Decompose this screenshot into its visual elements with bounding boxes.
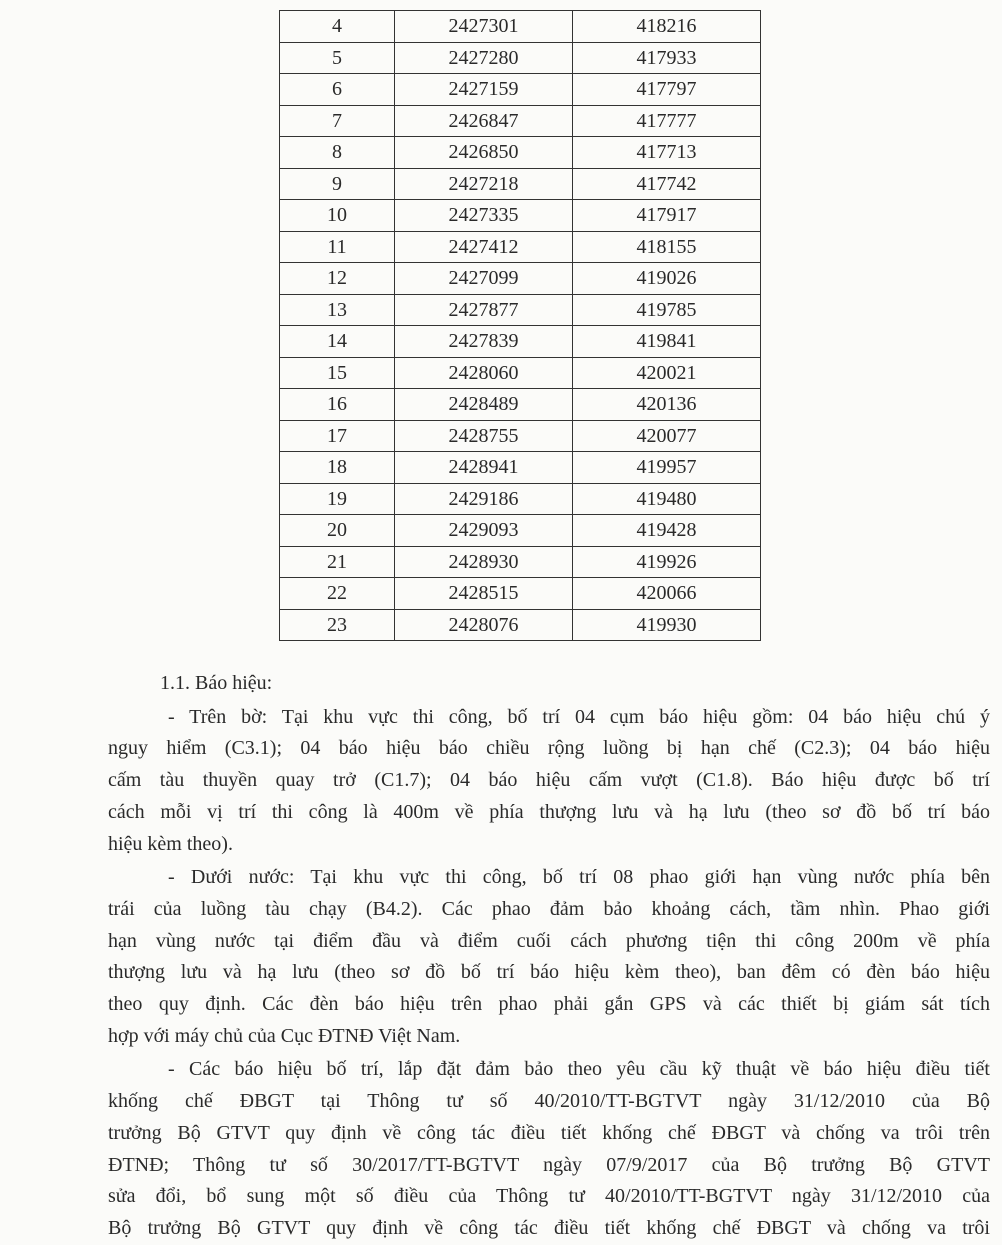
text-line: nguy hiểm (C3.1); 04 báo hiệu báo chiều rộng luồng bị hạn chế (C2.3); 04 báo hiệu (108, 737, 990, 760)
x-coordinate-cell: 2427280 (395, 42, 573, 74)
point-number-cell: 15 (280, 357, 395, 389)
table-row (280, 357, 761, 389)
table-row (280, 420, 761, 452)
x-coordinate-cell: 2426850 (395, 137, 573, 169)
table-row (280, 74, 761, 106)
x-coordinate-cell: 2428515 (395, 578, 573, 610)
text-line: thượng lưu và hạ lưu (theo sơ đồ bố trí báo hiệu kèm theo), ban đêm có đèn báo hiệu (108, 961, 990, 984)
y-coordinate-cell: 419428 (573, 515, 761, 547)
text-line: sửa đổi, bổ sung một số điều của Thông tư 40/2010/TT-BGTVT ngày 31/12/2010 của (108, 1185, 990, 1208)
y-coordinate-cell: 417933 (573, 42, 761, 74)
y-coordinate-cell: 417742 (573, 168, 761, 200)
y-coordinate-cell: 420066 (573, 578, 761, 610)
point-number-cell: 6 (280, 74, 395, 106)
text-line: theo quy định. Các đèn báo hiệu trên phao phải gắn GPS và các thiết bị giám sát tích (108, 993, 990, 1016)
table-row (280, 483, 761, 515)
y-coordinate-cell: 417797 (573, 74, 761, 106)
point-number-cell: 9 (280, 168, 395, 200)
x-coordinate-cell: 2427301 (395, 11, 573, 43)
x-coordinate-cell: 2428755 (395, 420, 573, 452)
x-coordinate-cell: 2427335 (395, 200, 573, 232)
table-row (280, 515, 761, 547)
x-coordinate-cell: 2428941 (395, 452, 573, 484)
x-coordinate-cell: 2429186 (395, 483, 573, 515)
point-number-cell: 20 (280, 515, 395, 547)
y-coordinate-cell: 420021 (573, 357, 761, 389)
section-heading: 1.1. Báo hiệu: (160, 672, 273, 694)
text-line: cấm tàu thuyền quay trở (C1.7); 04 báo hiệu cấm vượt (C1.8). Báo hiệu được bố trí (108, 769, 990, 792)
y-coordinate-cell: 417917 (573, 200, 761, 232)
x-coordinate-cell: 2427839 (395, 326, 573, 358)
text-line: khống chế ĐBGT tại Thông tư số 40/2010/TT-BGTVT ngày 31/12/2010 của Bộ (108, 1090, 990, 1113)
x-coordinate-cell: 2428060 (395, 357, 573, 389)
x-coordinate-cell: 2426847 (395, 105, 573, 137)
x-coordinate-cell: 2427218 (395, 168, 573, 200)
table-row (280, 452, 761, 484)
text-line: - Các báo hiệu bố trí, lắp đặt đảm bảo theo yêu cầu kỹ thuật về báo hiệu điều tiết (168, 1058, 990, 1081)
text-line: ĐTNĐ; Thông tư số 30/2017/TT-BGTVT ngày 07/9/2017 của Bộ trưởng Bộ GTVT (108, 1153, 990, 1176)
coordinates-table (279, 10, 761, 641)
text-line: hạn vùng nước tại điểm đầu và điểm cuối cách phương tiện thi công 200m về phía (108, 929, 990, 952)
y-coordinate-cell: 419926 (573, 546, 761, 578)
table-row (280, 200, 761, 232)
x-coordinate-cell: 2428489 (395, 389, 573, 421)
y-coordinate-cell: 419841 (573, 326, 761, 358)
table-row (280, 105, 761, 137)
x-coordinate-cell: 2427877 (395, 294, 573, 326)
table-row (280, 389, 761, 421)
table-row (280, 263, 761, 295)
text-line: cách mỗi vị trí thi công là 400m về phía thượng lưu và hạ lưu (theo sơ đồ bố trí báo (108, 800, 990, 823)
y-coordinate-cell: 417713 (573, 137, 761, 169)
x-coordinate-cell: 2429093 (395, 515, 573, 547)
table-row (280, 546, 761, 578)
table-row (280, 231, 761, 263)
y-coordinate-cell: 419026 (573, 263, 761, 295)
paragraph (108, 862, 990, 1052)
point-number-cell: 23 (280, 609, 395, 641)
table-row (280, 42, 761, 74)
point-number-cell: 13 (280, 294, 395, 326)
point-number-cell: 5 (280, 42, 395, 74)
y-coordinate-cell: 418216 (573, 11, 761, 43)
text-line: - Dưới nước: Tại khu vực thi công, bố trí 08 phao giới hạn vùng nước phía bên (168, 866, 990, 889)
paragraph (108, 1054, 990, 1244)
table-row (280, 137, 761, 169)
point-number-cell: 16 (280, 389, 395, 421)
point-number-cell: 18 (280, 452, 395, 484)
x-coordinate-cell: 2428930 (395, 546, 573, 578)
point-number-cell: 4 (280, 11, 395, 43)
table-row (280, 326, 761, 358)
y-coordinate-cell: 417777 (573, 105, 761, 137)
text-line: Bộ trưởng Bộ GTVT quy định về công tác điều tiết khống chế ĐBGT và chống va trôi (108, 1216, 990, 1239)
text-line: hiệu kèm theo). (108, 832, 233, 855)
document-body (108, 668, 990, 1245)
y-coordinate-cell: 419930 (573, 609, 761, 641)
x-coordinate-cell: 2427412 (395, 231, 573, 263)
table-row (280, 609, 761, 641)
point-number-cell: 7 (280, 105, 395, 137)
text-line: hợp với máy chủ của Cục ĐTNĐ Việt Nam. (108, 1024, 461, 1047)
point-number-cell: 21 (280, 546, 395, 578)
table-row (280, 578, 761, 610)
text-line: - Trên bờ: Tại khu vực thi công, bố trí 04 cụm báo hiệu gồm: 04 báo hiệu chú ý (168, 705, 990, 728)
point-number-cell: 17 (280, 420, 395, 452)
point-number-cell: 12 (280, 263, 395, 295)
y-coordinate-cell: 418155 (573, 231, 761, 263)
point-number-cell: 8 (280, 137, 395, 169)
text-line: trái của luồng tàu chạy (B4.2). Các phao đảm bảo khoảng cách, tầm nhìn. Phao giới (108, 897, 990, 920)
table-row (280, 294, 761, 326)
y-coordinate-cell: 420136 (573, 389, 761, 421)
y-coordinate-cell: 419480 (573, 483, 761, 515)
y-coordinate-cell: 419785 (573, 294, 761, 326)
x-coordinate-cell: 2427159 (395, 74, 573, 106)
x-coordinate-cell: 2427099 (395, 263, 573, 295)
point-number-cell: 22 (280, 578, 395, 610)
table-row (280, 11, 761, 43)
x-coordinate-cell: 2428076 (395, 609, 573, 641)
y-coordinate-cell: 419957 (573, 452, 761, 484)
point-number-cell: 10 (280, 200, 395, 232)
point-number-cell: 19 (280, 483, 395, 515)
y-coordinate-cell: 420077 (573, 420, 761, 452)
table-row (280, 168, 761, 200)
point-number-cell: 14 (280, 326, 395, 358)
text-line: trưởng Bộ GTVT quy định về công tác điều tiết khống chế ĐBGT và chống va trôi trên (108, 1121, 990, 1144)
paragraph (108, 702, 990, 861)
point-number-cell: 11 (280, 231, 395, 263)
